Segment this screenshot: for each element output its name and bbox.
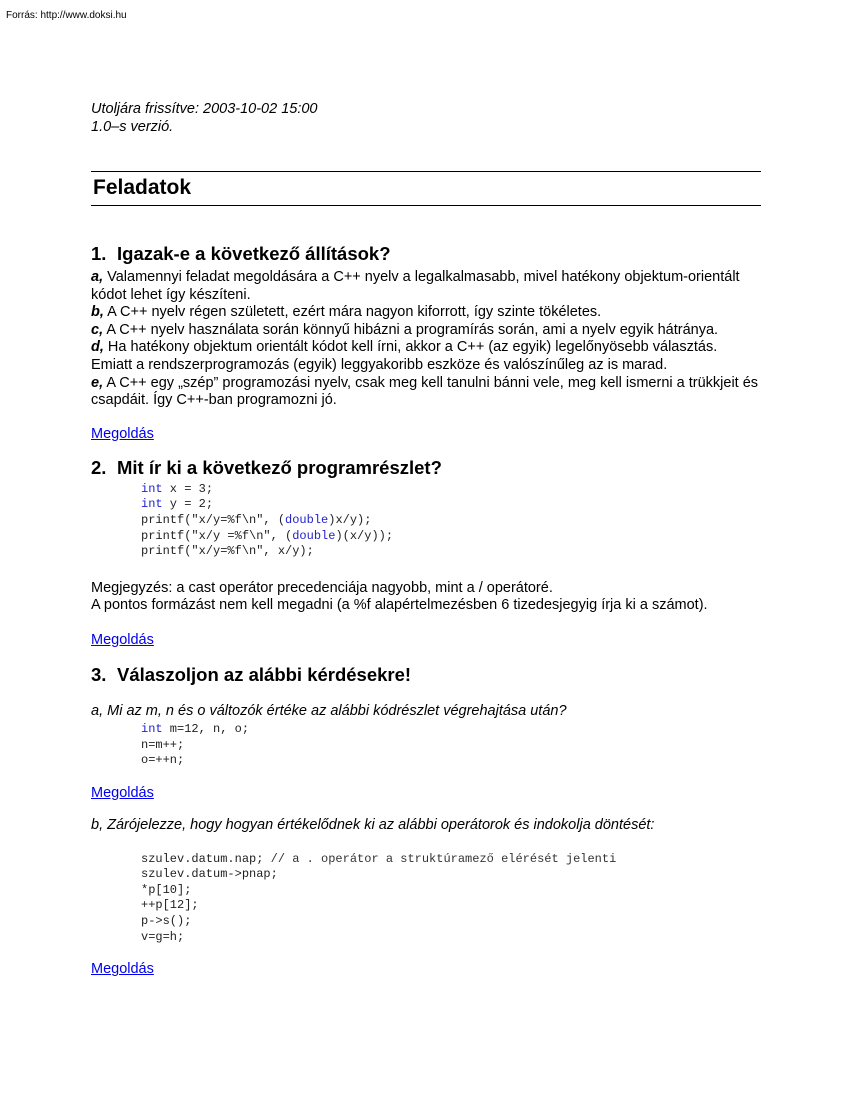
q1-heading <box>91 243 761 265</box>
q3a-solution-link[interactable]: Megoldás <box>91 784 154 801</box>
claim-text: Valamennyi feladat megoldására a C++ nyelv a legalkalmasabb, mivel hatékony objektum-orientált kódot lehet így készíteni. <box>91 269 740 303</box>
q2-title: Mit ír ki a következő programrészlet? <box>117 456 442 478</box>
q3b-solution-link[interactable]: Megoldás <box>91 961 154 978</box>
claim-a <box>91 269 761 304</box>
q2-note-format: A pontos formázást nem kell megadni (a %f alapértelmezésben 6 tizedesjegyig írja ki a számot). <box>91 597 708 614</box>
claim-text: A C++ egy „szép” programozási nyelv, csak meg kell tanulni bánni vele, meg kell ismerni a trükkjeit és csapdáit. Így C++-ban programozni jó. <box>91 374 759 409</box>
claim-text: A C++ nyelv régen született, ezért mára nagyon kiforrott, így szinte tökéletes. <box>103 304 602 321</box>
title-rule-top <box>91 171 761 172</box>
claim-e <box>91 375 761 410</box>
q1-claims <box>91 269 761 410</box>
document-body <box>91 100 761 978</box>
code-keyword: double <box>285 512 329 527</box>
claim-label: c, <box>91 321 104 338</box>
claim-d <box>91 339 761 374</box>
q3b-question: b, Zárójelezze, hogy hogyan értékelődnek ki az alábbi operátorok és indokolja döntését: <box>91 816 655 833</box>
q3a-question: a, Mi az m, n és o változók értéke az alábbi kódrészlet végrehajtása után? <box>91 702 567 719</box>
claim-c <box>91 322 761 340</box>
code-text: )(x/y)); <box>335 528 394 543</box>
q3b-code-block <box>141 852 761 946</box>
version: 1.0–s verzió. <box>91 119 174 135</box>
code-text: printf("x/y=%f\n", ( <box>141 512 286 527</box>
q2-solution-link[interactable]: Megoldás <box>91 631 154 648</box>
code-text: y = 2; <box>162 497 214 512</box>
source-note: Forrás: http://www.doksi.hu <box>6 10 127 21</box>
q3-number: 3. <box>91 663 107 685</box>
claim-label: e, <box>91 374 104 391</box>
code-text: p->s(); <box>141 914 192 929</box>
code-keyword: double <box>292 528 336 543</box>
claim-label: a, <box>91 269 104 285</box>
code-text: m=12, n, o; <box>162 721 250 736</box>
claim-text: Ha hatékony objektum orientált kódot kell írni, akkor a C++ (az egyik) legelőnyösebb választás. Emiatt a rendszerprogramozás (egyik) leggyakoribb eszköze és valószínűleg az is marad. <box>91 339 718 373</box>
code-text: *p[10]; <box>141 882 192 897</box>
claim-text: A C++ nyelv használata során könnyű hibázni a programírás során, ami a nyelv egyik hátránya. <box>103 321 719 338</box>
code-keyword: int <box>141 481 163 496</box>
last-updated: Utoljára frissítve: 2003-10-02 15:00 <box>91 101 318 117</box>
q2-number: 2. <box>91 456 107 478</box>
q3-title: Válaszoljon az alábbi kérdésekre! <box>117 663 412 685</box>
q1-solution-link[interactable]: Megoldás <box>91 425 154 442</box>
q2-code-block <box>141 482 761 560</box>
code-text: szulev.datum.nap; <box>141 851 271 866</box>
code-text: ++p[12]; <box>141 898 199 913</box>
code-text: x = 3; <box>162 481 214 496</box>
q1-number: 1. <box>91 243 107 264</box>
code-text: o=++n; <box>141 753 185 768</box>
code-comment: // a . operátor a struktúramező elérését jelenti <box>270 851 617 866</box>
claim-label: d, <box>91 339 104 356</box>
claim-label: b, <box>91 304 104 321</box>
code-text: n=m++; <box>141 737 185 752</box>
q3a-code-block <box>141 722 761 769</box>
code-keyword: int <box>141 721 163 736</box>
code-text: printf("x/y =%f\n", ( <box>141 528 293 543</box>
code-text: printf("x/y=%f\n", x/y); <box>141 544 314 559</box>
title-rule-bottom <box>91 205 761 206</box>
q3-heading <box>91 664 761 686</box>
code-keyword: int <box>141 497 163 512</box>
q2-heading <box>91 457 761 479</box>
code-text: v=g=h; <box>141 929 185 944</box>
q1-title: Igazak-e a következő állítások? <box>117 243 391 264</box>
claim-b <box>91 304 761 322</box>
code-text: szulev.datum->pnap; <box>141 867 278 882</box>
code-text: )x/y); <box>328 512 372 527</box>
q2-note-precedence: Megjegyzés: a cast operátor precedenciája nagyobb, mint a / operátoré. <box>91 579 553 596</box>
page-title: Feladatok <box>93 176 192 199</box>
